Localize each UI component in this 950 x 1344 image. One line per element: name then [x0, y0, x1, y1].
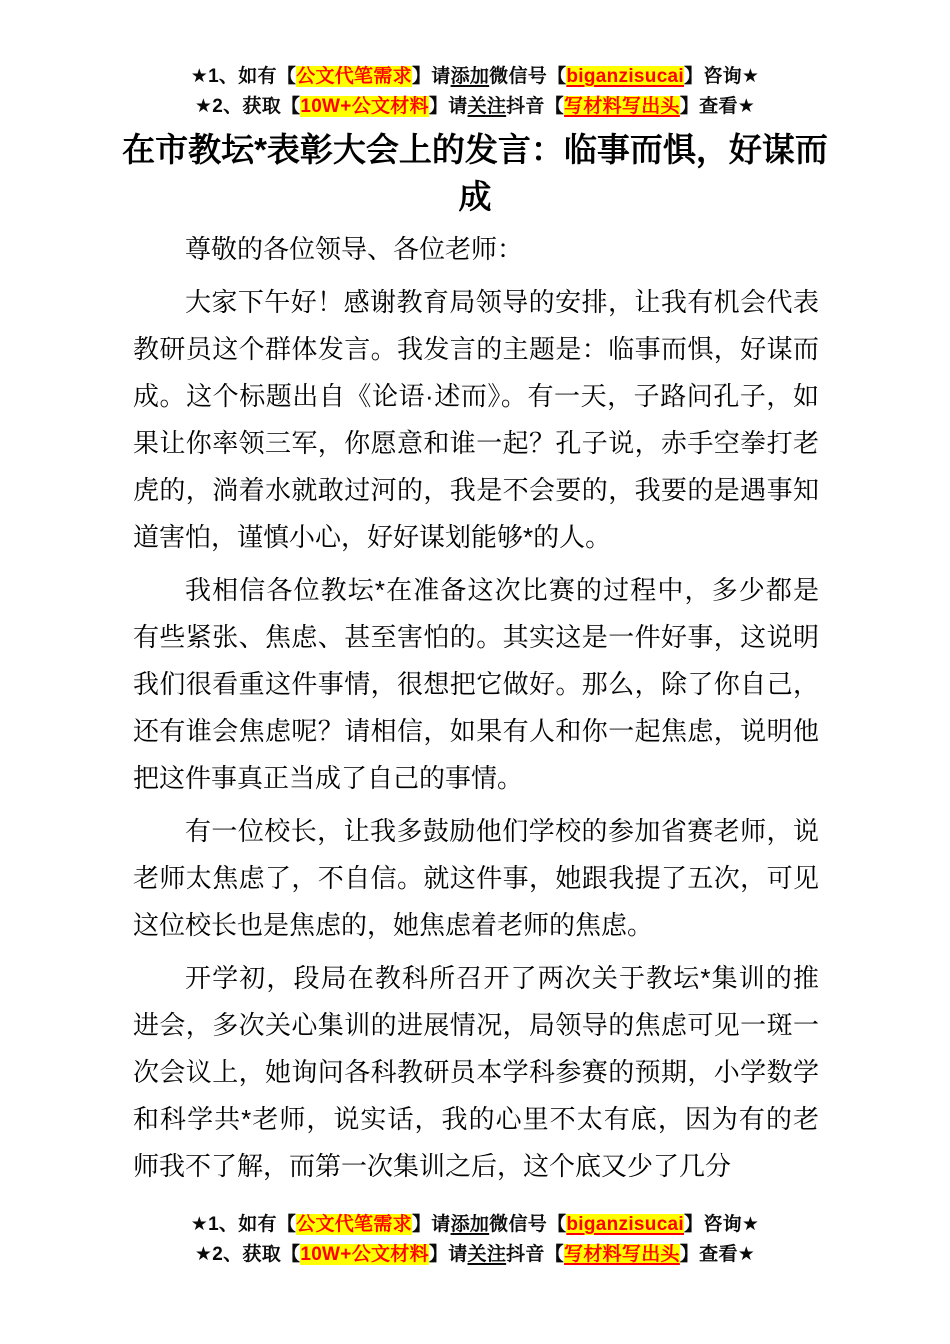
- paragraph-greeting: 尊敬的各位领导、各位老师：: [185, 234, 524, 264]
- header-banner-line-2: [0, 92, 950, 122]
- highlight-douyin-id: 写材料写出头: [564, 96, 680, 117]
- banner-text: 微信号【: [489, 66, 567, 87]
- highlight-gongwen-cailiao: 10W+公文材料: [300, 1244, 429, 1265]
- banner-text: ★2、获取【: [194, 96, 301, 117]
- highlight-gongwen-daibi: 公文代笔需求: [296, 1214, 412, 1235]
- footer-banner-line-2: [0, 1240, 950, 1270]
- header-banner: [0, 62, 950, 122]
- banner-text: 抖音【: [506, 1244, 565, 1265]
- underlined-tianjia: 添加: [450, 1214, 490, 1235]
- banner-text: 】查看★: [679, 96, 756, 117]
- banner-text: 】咨询★: [684, 1214, 760, 1235]
- banner-text: ★1、如有【: [190, 1214, 297, 1235]
- banner-text: 】咨询★: [684, 66, 760, 87]
- highlight-wechat-id: biganzisucai: [566, 1214, 685, 1235]
- underlined-guanzhu: 关注: [467, 1244, 507, 1265]
- highlight-gongwen-daibi: 公文代笔需求: [296, 66, 412, 87]
- document-body: [133, 226, 819, 1196]
- document-title: 在市教坛*表彰大会上的发言：临事而惧，好谋而成: [122, 131, 828, 215]
- banner-text: ★1、如有【: [190, 66, 297, 87]
- underlined-guanzhu: 关注: [467, 96, 507, 117]
- banner-text: 微信号【: [489, 1214, 567, 1235]
- paragraph-meetings: 开学初，段局在教科所召开了两次关于教坛*集训的推进会，多次关心集训的进展情况，局领导的焦虑可见一斑一次会议上，她询问各科教研员本学科参赛的预期，小学数学和科学共*老师，说实话，我的心里不太有底，因为有的老师我不了解，而第一次集训之后，这个底又少了几分: [133, 963, 819, 1181]
- paragraph-opening: 大家下午好！感谢教育局领导的安排，让我有机会代表教研员这个群体发言。我发言的主题是：临事而惧，好谋而成。这个标题出自《论语·述而》。有一天，子路问孔子，如果让你率领三军，你愿意和谁一起？孔子说，赤手空拳打老虎的，淌着水就敢过河的，我是不会要的，我要的是遇事知道害怕，谨慎小心，好好谋划能够*的人。: [133, 287, 819, 552]
- banner-text: 抖音【: [506, 96, 565, 117]
- banner-text: 】请: [428, 1244, 468, 1265]
- footer-banner: [0, 1210, 950, 1270]
- paragraph-principal: 有一位校长，让我多鼓励他们学校的参加省赛老师，说老师太焦虑了，不自信。就这件事，她跟我提了五次，可见这位校长也是焦虑的，她焦虑着老师的焦虑。: [133, 816, 819, 940]
- banner-text: 】请: [428, 96, 468, 117]
- header-banner-line-1: [0, 62, 950, 92]
- highlight-douyin-id: 写材料写出头: [564, 1244, 680, 1265]
- highlight-gongwen-cailiao: 10W+公文材料: [300, 96, 429, 117]
- banner-text: 】查看★: [679, 1244, 756, 1265]
- banner-text: ★2、获取【: [194, 1244, 301, 1265]
- paragraph-anxiety: 我相信各位教坛*在准备这次比赛的过程中，多少都是有些紧张、焦虑、甚至害怕的。其实这是一件好事，这说明我们很看重这件事情，很想把它做好。那么，除了你自己，还有谁会焦虑呢？请相信，如果有人和你一起焦虑，说明他把这件事真正当成了自己的事情。: [133, 575, 819, 793]
- footer-banner-line-1: [0, 1210, 950, 1240]
- underlined-tianjia: 添加: [450, 66, 490, 87]
- banner-text: 】请: [411, 66, 451, 87]
- banner-text: 】请: [411, 1214, 451, 1235]
- highlight-wechat-id: biganzisucai: [566, 66, 685, 87]
